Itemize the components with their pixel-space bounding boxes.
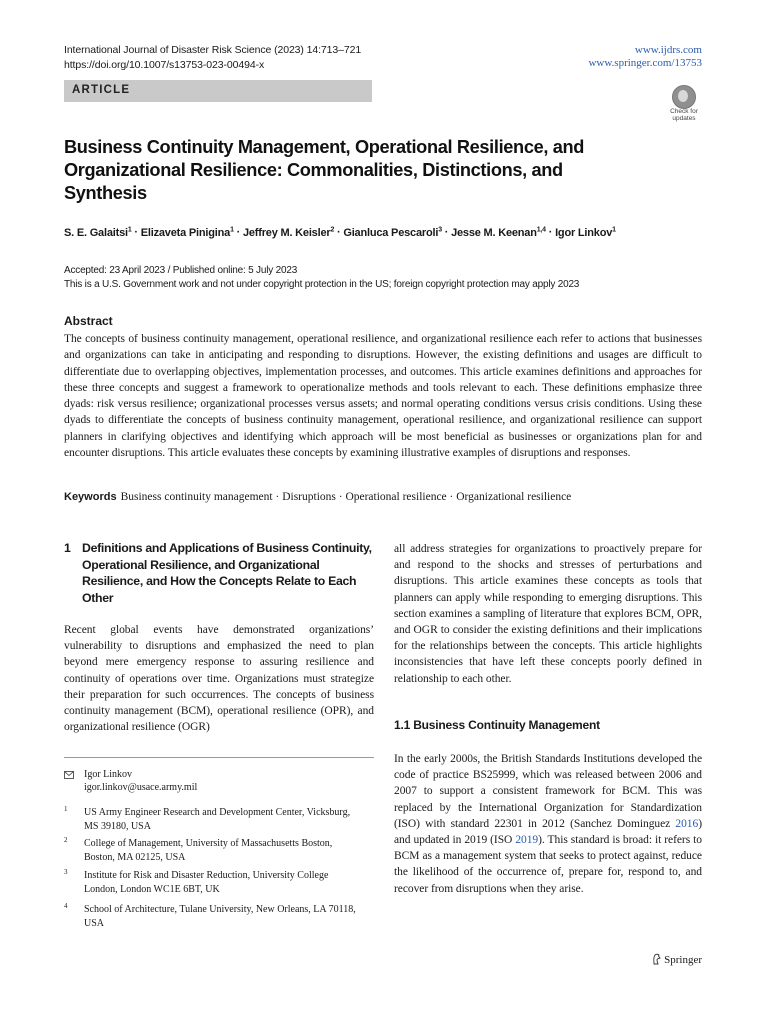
affiliation-1 <box>64 806 364 833</box>
affiliation-2 <box>64 837 364 864</box>
check-updates-icon <box>672 85 696 109</box>
affiliation-text: Institute for Risk and Disaster Reduction, University College London, London WC1E 6BT, UK <box>84 870 329 895</box>
author-separator: · <box>233 226 243 239</box>
author[interactable]: Gianluca Pescaroli$^3$ <box>343 226 442 239</box>
paper-title: Business Continuity Management, Operational Resilience, and Organizational Resilience: Commonalities, Distinctions, and Synthesis <box>64 137 585 203</box>
affiliation-text: US Army Engineer Research and Development Center, Vicksburg, MS 39180, USA <box>84 807 351 832</box>
doi-link[interactable]: https://doi.org/10.1007/s13753-023-00494-x <box>64 59 265 71</box>
citation-link[interactable]: 2019 <box>515 834 539 847</box>
subsection-1-1-heading: 1.1 Business Continuity Management <box>394 718 600 732</box>
section-1-heading <box>64 540 374 606</box>
ijdrs-link[interactable]: www.ijdrs.com <box>634 44 702 56</box>
subsection-1-1-text: In the early 2000s, the British Standards Institutions developed the code of practice BS25999, which was released between 2006 and 2007 to support a consistent framework for BCM. This was replaced by the International Organization for Standardization (ISO) with standard 22301 in 2012 (Sanchez Dominguez 2016) and updated in 2019 (ISO 2019). This standard is broad: it refers to BCM as a management system that seeks to protect against, reduce the likelihood of the occurrence of, prepare for, respond to, and recover from disruptions when they arise. <box>394 753 702 895</box>
publication-dates <box>64 264 579 292</box>
publisher-name: Springer <box>664 954 702 966</box>
section-1-right-text: all address strategies for organizations to proactively prepare for and respond to the shocks and stresses of perturbations and disruptions. This article examines these concepts as tools that planners can apply while responding to emerging disruptions. This section examines a sampling of literature that explores BCM, OPR, and OGR to consider the existing definitions and their implications for the relationships between the concepts. This article highlights inconsistencies that have left these concepts poorly defined in relationship to each other. <box>394 543 702 685</box>
copyright-note: This is a U.S. Government work and not under copyright protection in the US; foreign copyright protection may apply 2023 <box>64 279 580 290</box>
keywords-label: Keywords <box>64 491 117 503</box>
author[interactable]: Jeffrey M. Keisler$^2$ <box>242 226 335 239</box>
publisher-footer <box>652 953 702 966</box>
author[interactable]: Jesse M. Keenan$^{1,4}$ <box>451 226 546 239</box>
check-for-updates-badge[interactable] <box>666 85 702 125</box>
affiliation-number: 2 <box>64 836 68 844</box>
keywords-text: Business continuity management · Disruptions · Operational resilience · Organizational resilience <box>120 491 572 503</box>
article-type-label: ARTICLE <box>72 84 131 96</box>
article-type-band <box>64 80 372 102</box>
citation-link[interactable]: 2016 <box>675 817 699 830</box>
author[interactable]: Elizaveta Pinigina$^1$ <box>140 226 234 239</box>
affiliation-4 <box>64 903 364 930</box>
section-1-left-text: Recent global events have demonstrated organizations’ vulnerability to disruptions and emphasized the need to plan beyond mere emergency response to assuring resilience and continuity of operations over time. Organizations must strategize their preparation for such occurrences. The concepts of business continuity management (BCM), operational resilience (OPR), and organizational resilience (OGR) <box>64 624 374 734</box>
author-separator: · <box>441 226 452 239</box>
author-list <box>64 226 714 239</box>
journal-links <box>588 44 702 70</box>
affiliation-number: 1 <box>64 805 68 813</box>
affiliation-3 <box>64 869 364 896</box>
section-number: 1 <box>64 541 71 555</box>
accepted-published: Accepted: 23 April 2023 / Published online: 5 July 2023 <box>64 265 298 276</box>
abstract-heading: Abstract <box>64 314 113 328</box>
corresponding-author: Igor Linkov <box>84 769 133 780</box>
author[interactable]: S. E. Galaitsi$^1$ <box>64 226 132 239</box>
springer-link[interactable]: www.springer.com/13753 <box>588 57 702 69</box>
author-separator: · <box>334 226 344 239</box>
section-title: Definitions and Applications of Business Continuity, Operational Resilience, and Organizational Resilience, and How the Concepts Relate to Each Other <box>82 541 372 605</box>
affiliation-number: 3 <box>64 868 68 876</box>
author-separator: · <box>545 226 556 239</box>
journal-citation <box>64 43 361 73</box>
keywords <box>64 491 714 503</box>
affiliation-number: 4 <box>64 902 68 910</box>
affiliation-text: College of Management, University of Massachusetts Boston, Boston, MA 02125, USA <box>84 838 333 863</box>
footnote-divider <box>64 757 374 758</box>
journal-line: International Journal of Disaster Risk Science (2023) 14:713–721 <box>64 44 362 56</box>
envelope-icon <box>64 771 74 779</box>
author-separator: · <box>131 226 141 239</box>
author[interactable]: Igor Linkov$^1$ <box>555 226 616 239</box>
check-updates-label: Check for updates <box>670 108 698 122</box>
springer-horse-icon <box>652 953 661 965</box>
corresponding-email[interactable]: igor.linkov@usace.army.mil <box>84 782 198 793</box>
abstract-text: The concepts of business continuity management, operational resilience, and organizational resilience each refer to actions that businesses and organizations can take in anticipating and responding to disruptions. However, the existing definitions and usages are difficult to differentiate due to overlapping objectives, implementation processes, and outcomes. This article examines definitions and approaches for these three concepts and suggest a framework to operationalize methods and tools relevant to each. These definitions emphasize three dyads: risk versus resilience; organizational processes versus assets; and normal operating conditions versus crisis conditions. Using these dyads to differentiate the concepts of business continuity management, operational resilience, and organizational resilience can support planners in clarifying objectives and identifying which approach will be most beneficial as businesses or organizations plan for and encounter disruptions. This article evaluates these concepts by examining illustrative examples of disruptions and responses. <box>64 333 702 460</box>
affiliation-text: School of Architecture, Tulane University, New Orleans, LA 70118, USA <box>84 904 356 929</box>
